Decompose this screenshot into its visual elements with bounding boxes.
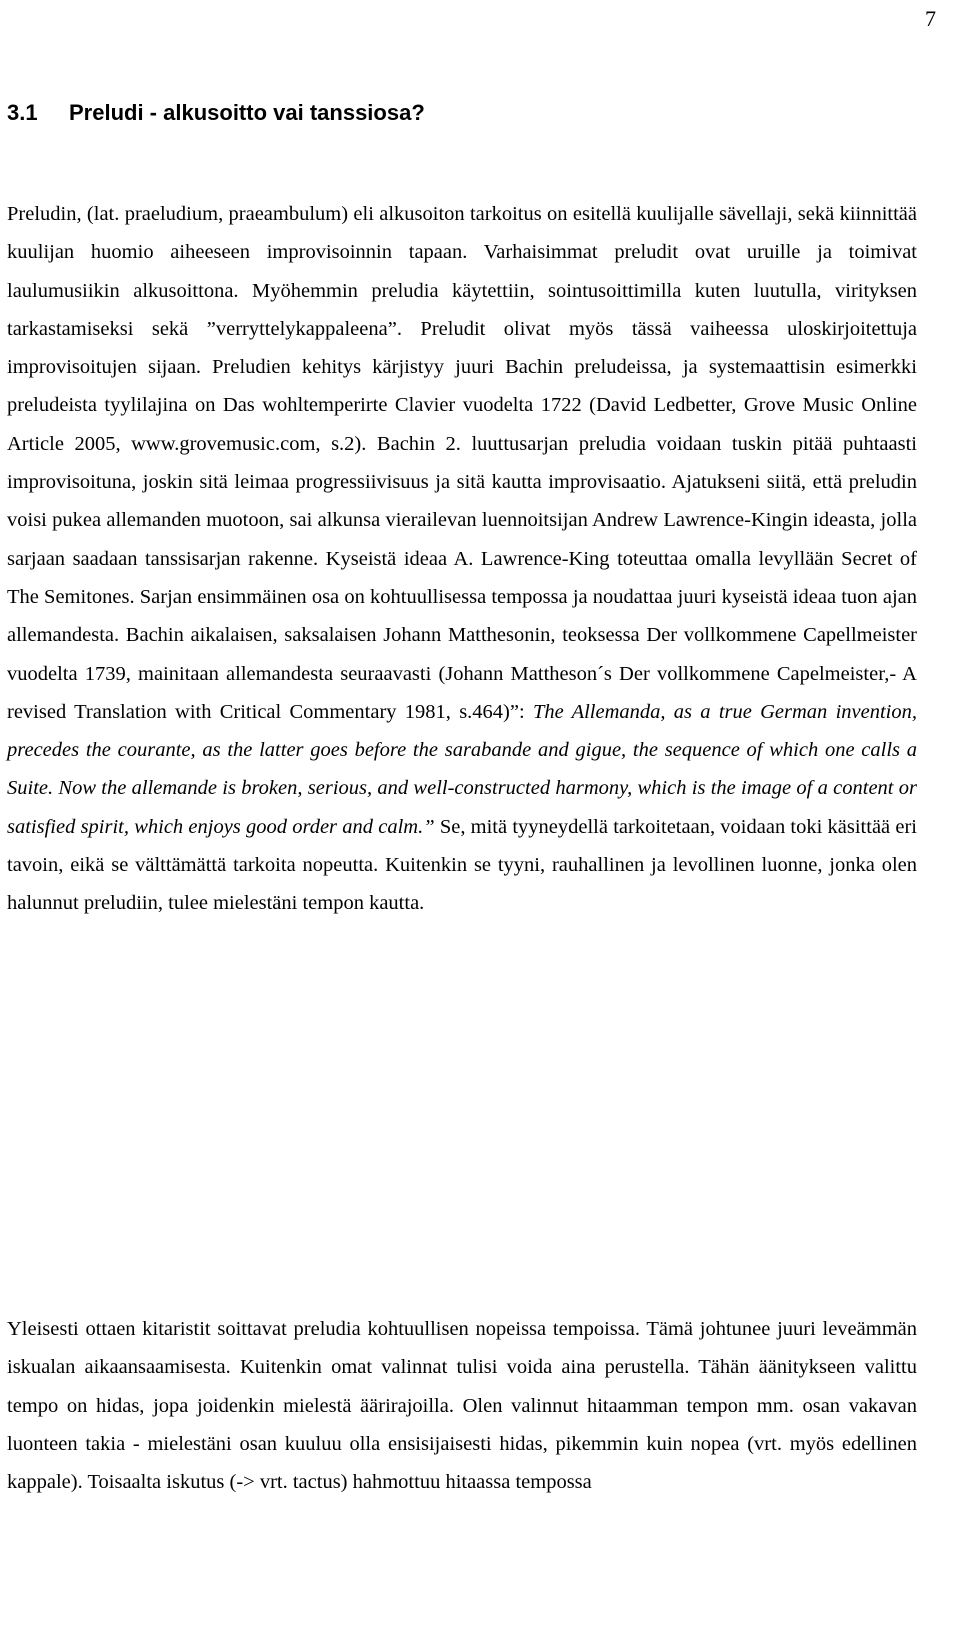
paragraph-text: Yleisesti ottaen kitaristit soittavat preludia kohtuullisen nopeissa tempoissa. Tämä johtunee juuri leveämmän iskualan aikaansaamisesta. Kuitenkin omat valinnat tulisi voida aina perustella. Tähän äänitykseen valittu tempo on hidas, jopa joidenkin mielestä äärirajoilla. Olen valinnut hitaamman tempon mm. osan vakavan luonteen takia - mielestäni osan kuuluu olla ensisijaisesti hidas, pikemmin kuin nopea (vrt. myös edellinen kappale). Toisaalta iskutus (-> vrt. tactus) hahmottuu hitaassa tempossa: [7, 1318, 917, 1494]
body-paragraph-2: [7, 1310, 917, 1501]
mattheson-quote: The Allemanda, as a true German invention, precedes the courante, as the latter goes before the sarabande and gigue, the sequence of which one calls a Suite. Now the allemande is broken, serious, and well-constructed harmony, which is the image of a content or satisfied spirit, which enjoys good order and calm.”: [7, 700, 917, 838]
section-title: Preludi - alkusoitto vai tanssiosa?: [69, 100, 425, 125]
paragraph-text-continued: Se, mitä tyyneydellä tarkoitetaan, voidaan toki käsittää eri tavoin, eikä se välttämättä tarkoita nopeutta. Kuitenkin se tyyni, rauhallinen ja levollinen luonne, jonka olen halunnut preludiin, tulee mielestäni tempon kautta.: [7, 815, 917, 915]
paragraph-text: Preludin, (lat. praeludium, praeambulum) eli alkusoiton tarkoitus on esitellä kuulijalle sävellaji, sekä kiinnittää kuulijan huomio aiheeseen improvisoinnin tapaan. Varhaisimmat preludit ovat uruille ja toimivat laulumusiikin alkusoittona. Myöhemmin preludia käytettiin, sointusoittimilla kuten luutulla, virityksen tarkastamiseksi sekä ”verryttelykappaleena”. Preludit olivat myös tässä vaiheessa uloskirjoitettuja improvisoitujen sijaan. Preludien kehitys kärjistyy juuri Bachin preludeissa, ja systemaattisin esimerkki preludeista tyylilajina on Das wohltemperirte Clavier vuodelta 1722 (David Ledbetter, Grove Music Online Article 2005, www.grovemusic.com, s.2). Bachin 2. luuttusarjan preludia voidaan tuskin pitää puhtaasti improvisoituna, joskin sitä leimaa progressiivisuus ja sitä kautta improvisaatio. Ajatukseni siitä, että preludin voisi pukea allemanden muotoon, sai alkunsa vierailevan luennoitsijan Andrew Lawrence-Kingin ideasta, jolla sarjaan saadaan tanssisarjan rakenne. Kyseistä ideaa A. Lawrence-King toteuttaa omalla levyllään Secret of The Semitones. Sarjan ensimmäinen osa on kohtuullisessa tempossa ja noudattaa juuri kyseistä ideaa tuon ajan allemandesta. Bachin aikalaisen, saksalaisen Johann Matthesonin, teoksessa Der vollkommene Capellmeister vuodelta 1739, mainitaan allemandesta seuraavasti (Johann Mattheson´s Der vollkommene Capelmeister,- A revised Translation with Critical Commentary 1981, s.464)”:: [7, 203, 917, 723]
body-paragraph-1: [7, 195, 917, 923]
section-heading: [7, 100, 425, 126]
page-number: 7: [925, 6, 936, 31]
section-number: 3.1: [7, 100, 38, 125]
